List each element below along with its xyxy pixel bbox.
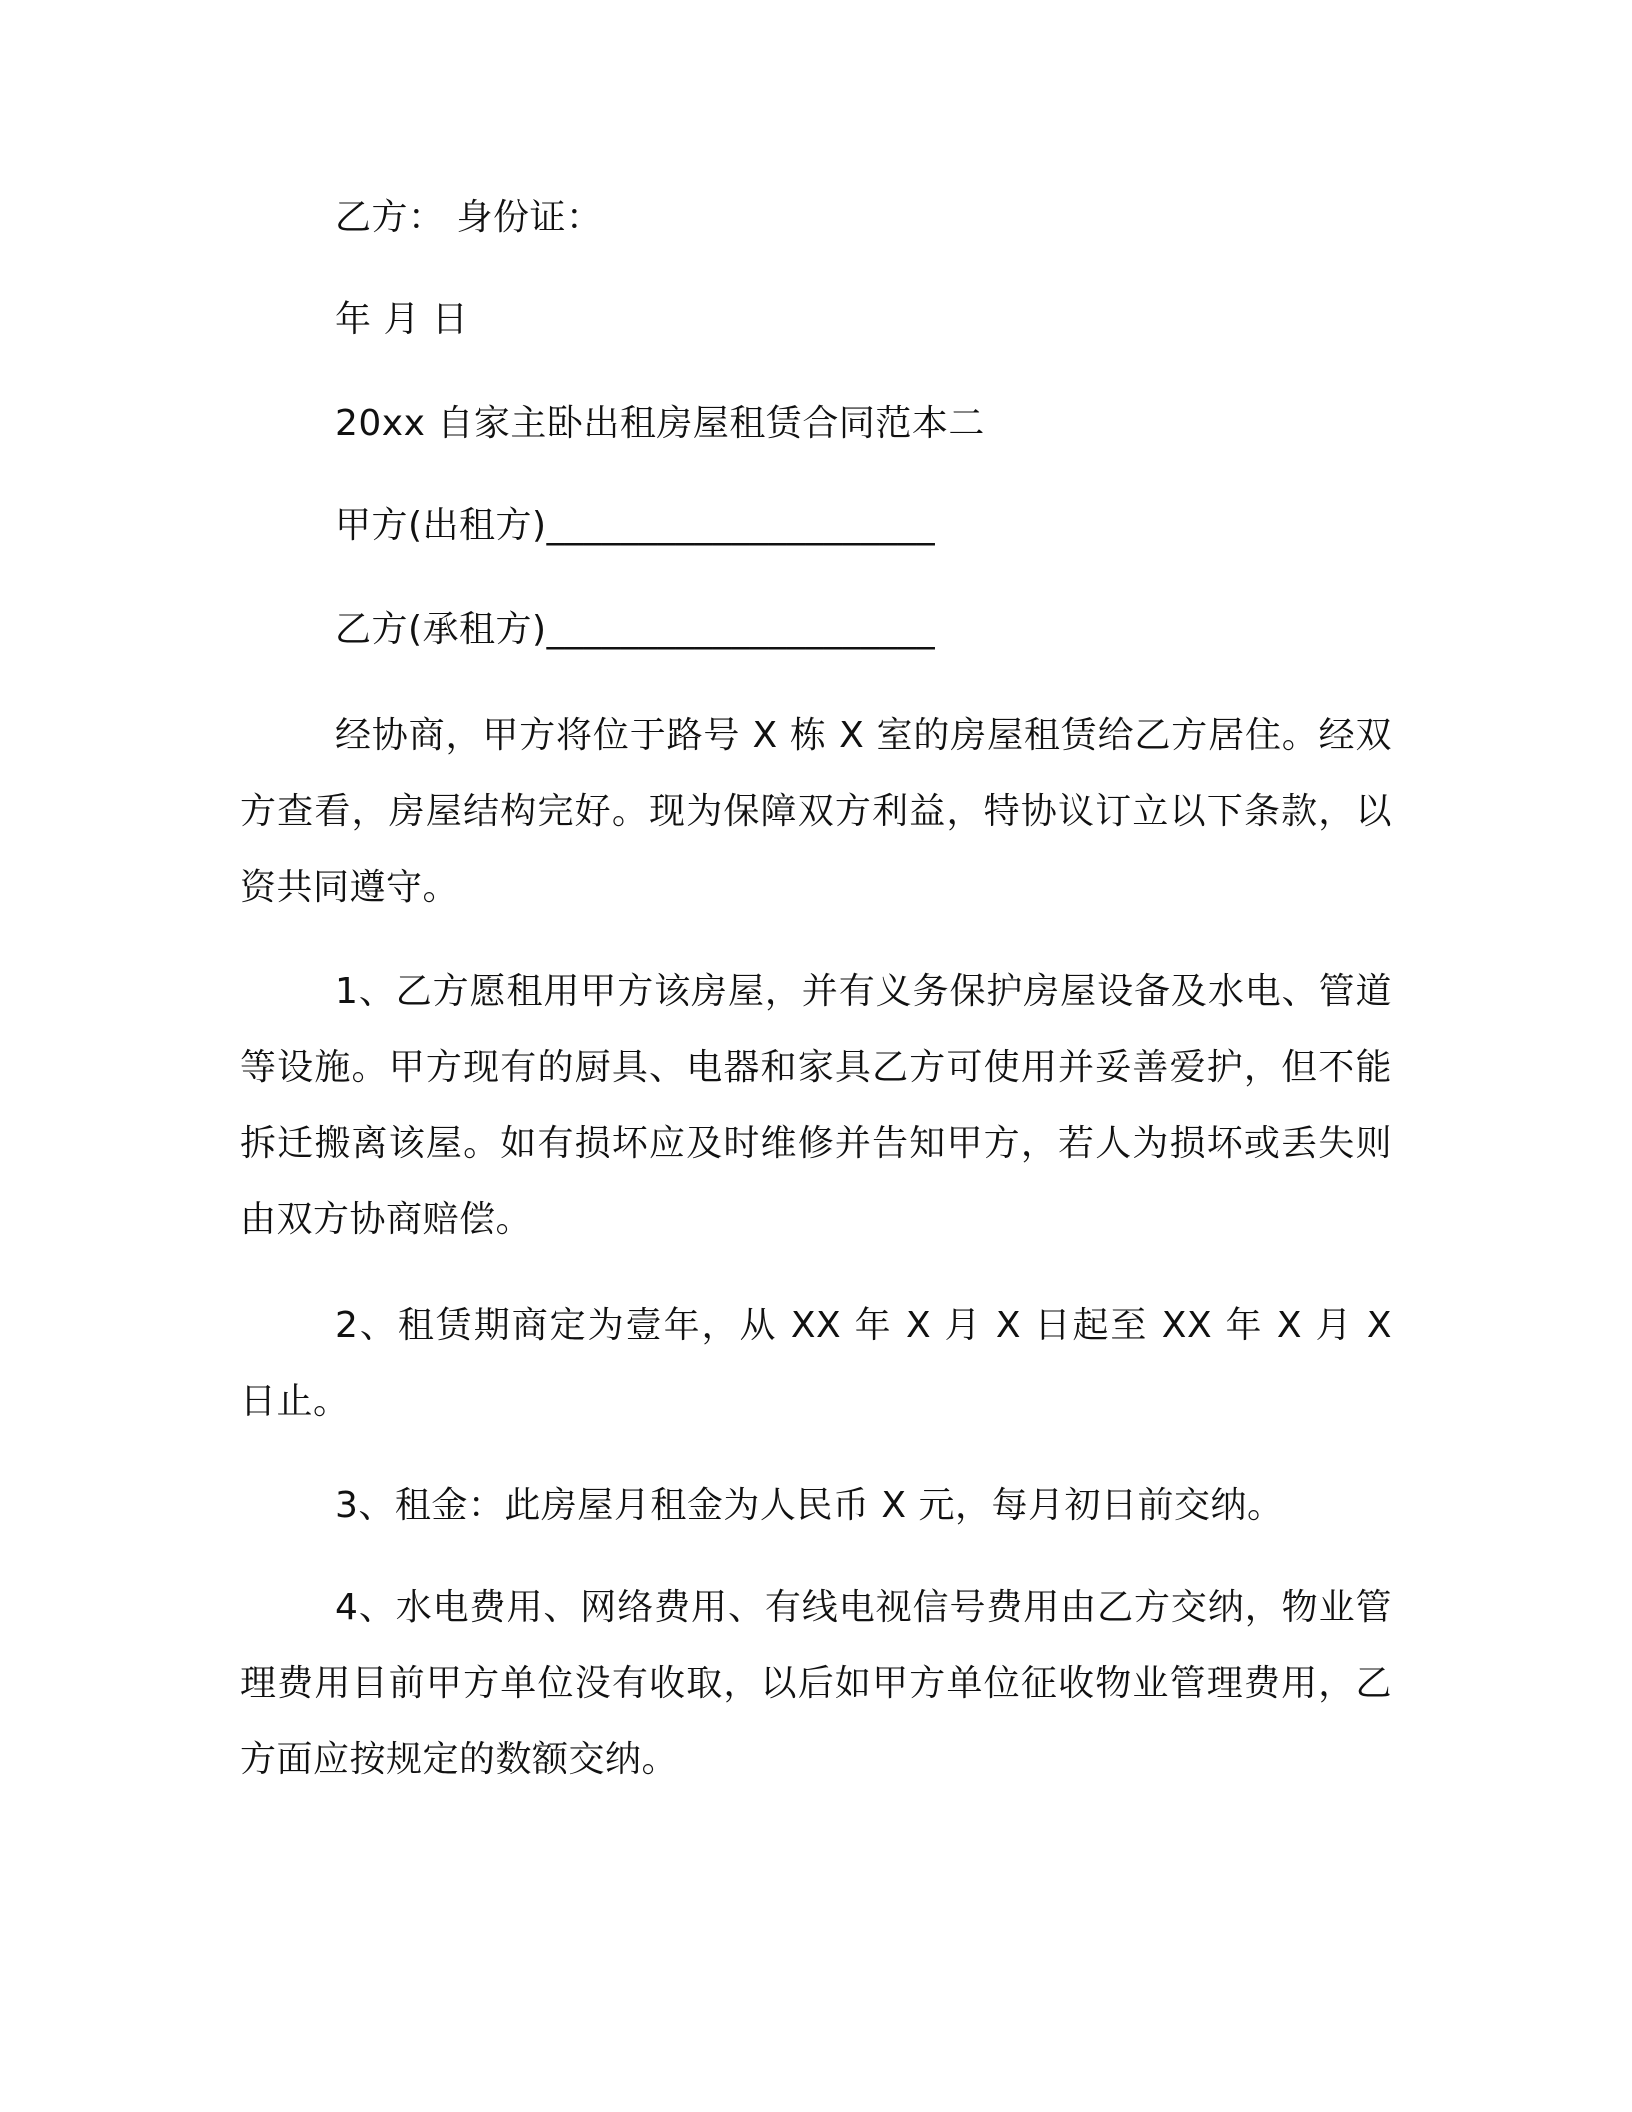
- party-b-line: 乙方(承租方)_____________________: [335, 609, 936, 650]
- clause-2: 2、租赁期商定为壹年，从 XX 年 X 月 X 日起至 XX 年 X 月 X 日止。: [240, 1305, 1392, 1422]
- clause-4: 4、水电费用、网络费用、有线电视信号费用由乙方交纳，物业管理费用目前甲方单位没有收取，以后如甲方单位征收物业管理费用，乙方面应按规定的数额交纳。: [240, 1587, 1392, 1780]
- date-line: 年 月 日: [335, 299, 469, 340]
- document-heading: 20xx 自家主卧出租房屋租赁合同范本二: [335, 403, 985, 444]
- party-b-id-line: 乙方： 身份证：: [335, 197, 603, 238]
- clause-3: 3、租金：此房屋月租金为人民币 X 元，每月初日前交纳。: [335, 1485, 1284, 1526]
- intro-paragraph: 经协商，甲方将位于路号 X 栋 X 室的房屋租赁给乙方居住。经双方查看，房屋结构完好。现为保障双方利益，特协议订立以下条款，以资共同遵守。: [240, 715, 1392, 908]
- clause-1: 1、乙方愿租用甲方该房屋，并有义务保护房屋设备及水电、管道等设施。甲方现有的厨具、电器和家具乙方可使用并妥善爱护，但不能拆迁搬离该屋。如有损坏应及时维修并告知甲方，若人为损坏或丢失则由双方协商赔偿。: [240, 971, 1392, 1240]
- party-a-line: 甲方(出租方)_____________________: [335, 505, 936, 546]
